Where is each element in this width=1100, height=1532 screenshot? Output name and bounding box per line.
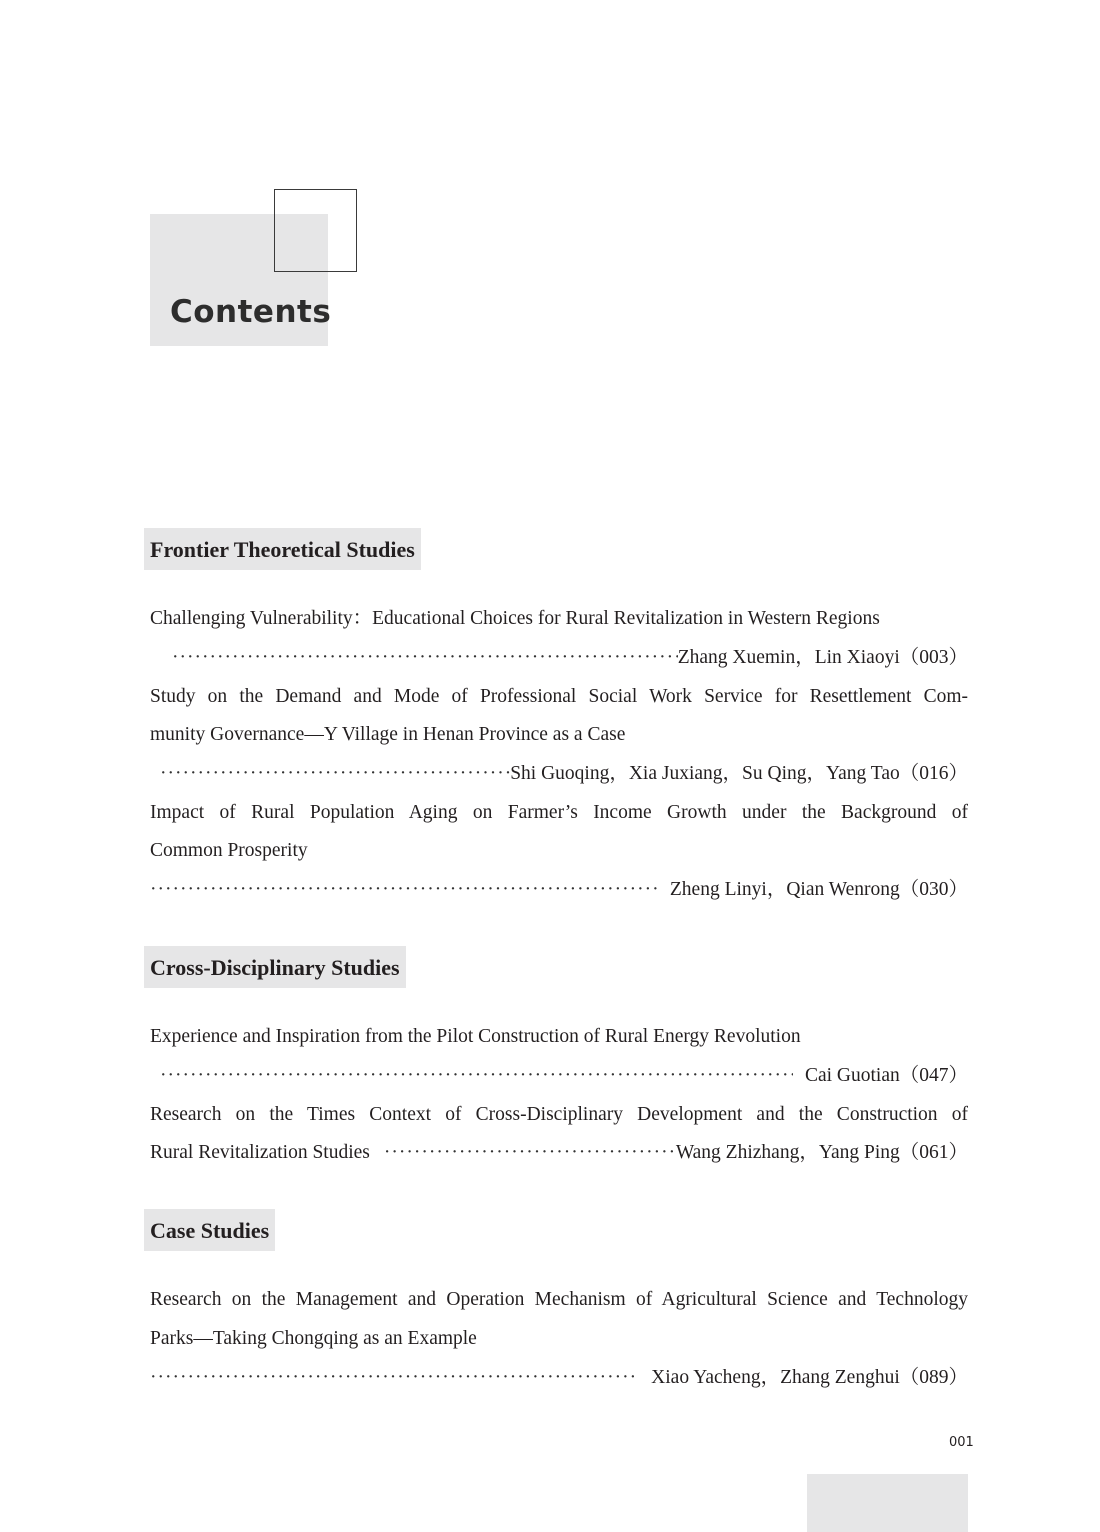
toc-entry-6-authors: Xiao Yacheng，Zhang Zenghui（089） bbox=[651, 1367, 968, 1388]
toc-entry-1-title-line-1[interactable]: Challenging Vulnerability：Educational Choices for Rural Revitalization in Western Regions bbox=[150, 608, 880, 629]
dot-leader bbox=[160, 761, 510, 787]
toc-entry-4-leader[interactable] bbox=[160, 1063, 968, 1089]
toc-entry-4-authors: Cai Guotian（047） bbox=[804, 1065, 968, 1086]
toc-entry-5-title-line-1[interactable]: Research on the Times Context of Cross-Disciplinary Development and the Construction of bbox=[150, 1104, 968, 1125]
toc-entry-5-authors: Wang Zhizhang，Yang Ping（061） bbox=[675, 1142, 968, 1163]
page-number: 001 bbox=[949, 1435, 974, 1450]
dot-leader bbox=[384, 1140, 676, 1166]
page-title: Contents bbox=[170, 294, 332, 330]
dot-leader bbox=[150, 877, 658, 903]
title-frame-decoration bbox=[274, 189, 357, 272]
toc-entry-5-title-line-2-text: Rural Revitalization Studies bbox=[150, 1142, 370, 1163]
section-heading-case-studies: Case Studies bbox=[144, 1209, 275, 1251]
toc-entry-2-authors: Shi Guoqing，Xia Juxiang，Su Qing，Yang Tao（016） bbox=[510, 763, 968, 784]
toc-entry-3-leader[interactable] bbox=[150, 877, 968, 903]
toc-entry-4-title-line-1[interactable]: Experience and Inspiration from the Pilot Construction of Rural Energy Revolution bbox=[150, 1026, 801, 1047]
toc-entry-2-title-line-1[interactable]: Study on the Demand and Mode of Professional Social Work Service for Resettlement Com- bbox=[150, 686, 968, 707]
toc-entry-6-leader[interactable] bbox=[150, 1365, 968, 1391]
toc-entry-1-leader[interactable] bbox=[172, 645, 968, 671]
toc-entry-1-authors: Zhang Xuemin，Lin Xiaoyi（003） bbox=[677, 647, 968, 668]
dot-leader bbox=[160, 1063, 793, 1089]
toc-entry-5-title-line-2[interactable] bbox=[150, 1140, 968, 1166]
toc-entry-6-title-line-1[interactable]: Research on the Management and Operation Mechanism of Agricultural Science and Technology bbox=[150, 1289, 968, 1310]
toc-entry-2-leader[interactable] bbox=[160, 761, 968, 787]
toc-entry-2-title-line-2[interactable]: munity Governance—Y Village in Henan Province as a Case bbox=[150, 724, 626, 745]
toc-entry-3-title-line-2[interactable]: Common Prosperity bbox=[150, 840, 308, 861]
toc-entry-3-title-line-1[interactable]: Impact of Rural Population Aging on Farmer’s Income Growth under the Background of bbox=[150, 802, 968, 823]
dot-leader bbox=[150, 1365, 639, 1391]
toc-entry-3-authors: Zheng Linyi，Qian Wenrong（030） bbox=[669, 879, 968, 900]
section-heading-cross-disciplinary: Cross-Disciplinary Studies bbox=[144, 946, 406, 988]
toc-entry-6-title-line-2[interactable]: Parks—Taking Chongqing as an Example bbox=[150, 1328, 477, 1349]
section-heading-frontier: Frontier Theoretical Studies bbox=[144, 528, 421, 570]
corner-tab-decoration bbox=[807, 1474, 968, 1532]
dot-leader bbox=[172, 645, 678, 671]
